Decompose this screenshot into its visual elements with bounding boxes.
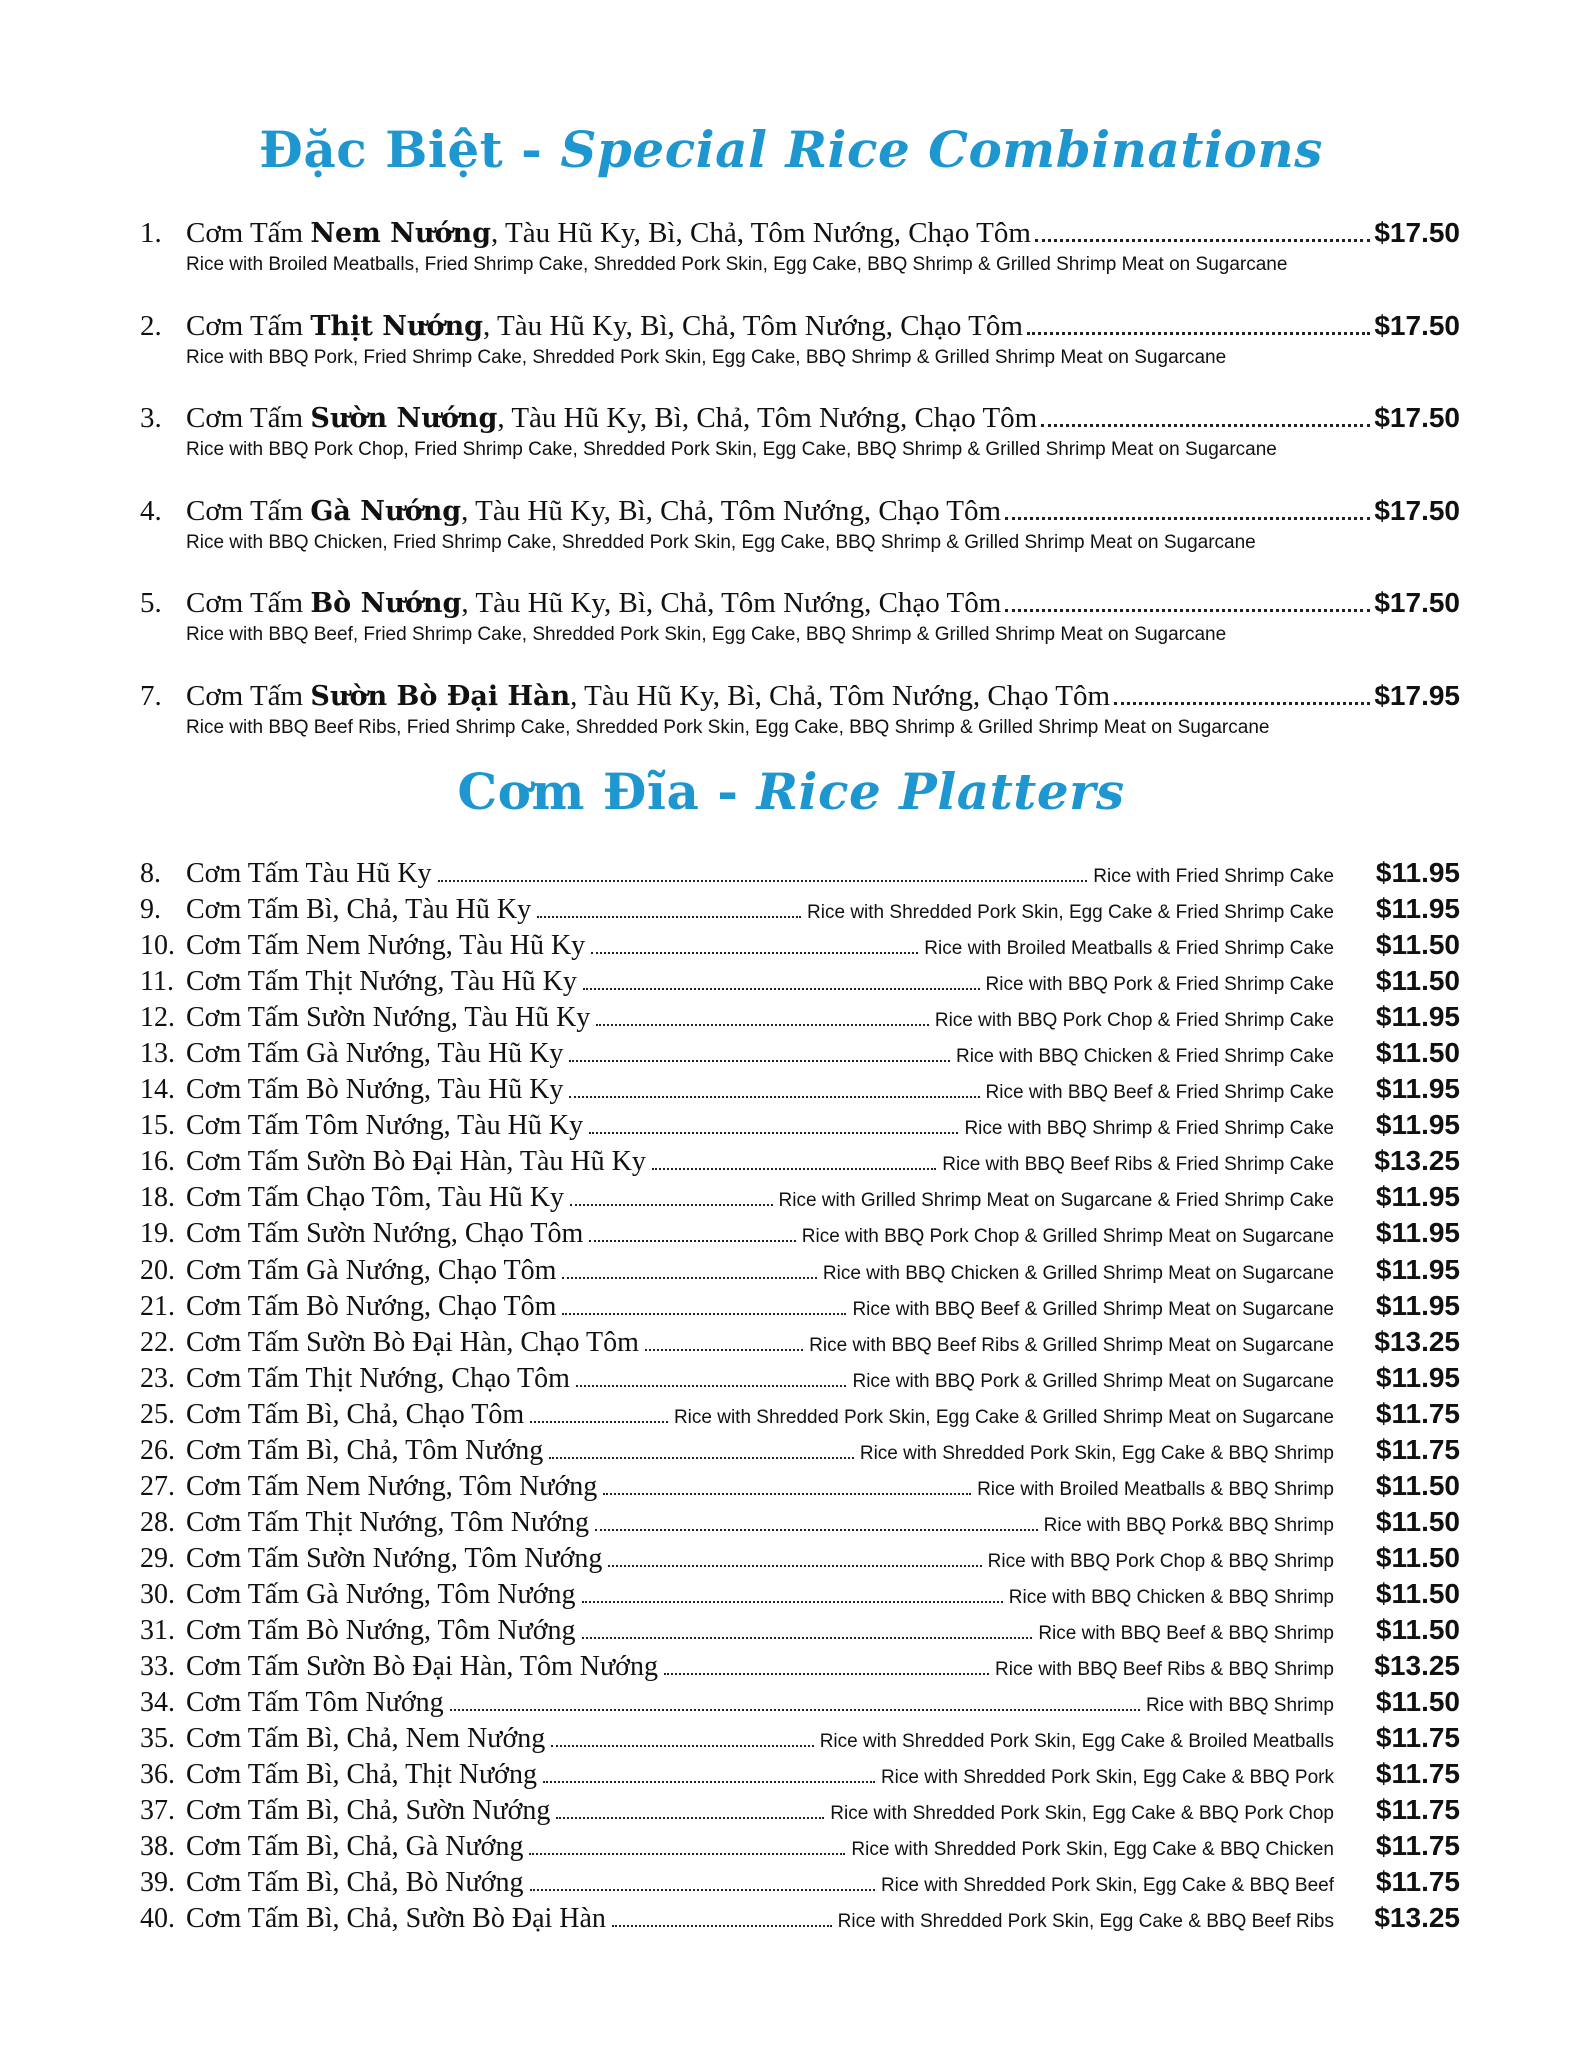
item-price: $11.50 (1375, 1541, 1460, 1573)
platter-item (140, 1360, 1460, 1396)
dot-leader (591, 952, 918, 954)
item-number: 37. (140, 1795, 175, 1827)
dot-leader (1027, 332, 1370, 335)
special-item (140, 493, 1460, 586)
special-heading-vietnamese: Đặc Biệt - (259, 120, 561, 179)
item-number: 19. (140, 1218, 175, 1250)
item-number: 39. (140, 1867, 175, 1899)
item-description: Rice with BBQ Beef & Grilled Shrimp Meat on Sugarcane (852, 1298, 1334, 1320)
dot-leader (543, 1781, 875, 1783)
item-number: 23. (140, 1362, 175, 1394)
item-number: 12. (140, 1002, 175, 1034)
platter-item (140, 891, 1460, 927)
item-price: $13.25 (1374, 1650, 1460, 1682)
item-description: Rice with BBQ Beef & Fried Shrimp Cake (985, 1082, 1334, 1104)
item-name: Cơm Tấm Bì, Chả, Tàu Hũ Ky (186, 894, 532, 926)
item-number: 40. (140, 1903, 175, 1935)
item-description: Rice with Broiled Meatballs & Fried Shrimp Cake (924, 938, 1334, 960)
item-number: 7. (140, 679, 162, 712)
dot-leader (529, 1853, 845, 1855)
item-description: Rice with BBQ Chicken, Fried Shrimp Cake, Shredded Pork Skin, Egg Cake, BBQ Shrimp & Grilled Shrimp Meat on Sugarcane (186, 531, 1256, 553)
item-name: Cơm Tấm Bì, Chả, Bò Nướng (186, 1867, 524, 1899)
dot-leader (595, 1529, 1038, 1531)
item-name: Cơm Tấm Bì, Chả, Sườn Nướng (186, 1795, 551, 1827)
item-price: $11.75 (1375, 1794, 1460, 1826)
item-price: $17.50 (1374, 494, 1460, 526)
item-price: $11.50 (1375, 1505, 1460, 1537)
dot-leader (652, 1168, 936, 1170)
special-item (140, 678, 1460, 771)
item-name (186, 215, 1031, 252)
item-description: Rice with BBQ Beef, Fried Shrimp Cake, Shredded Pork Skin, Egg Cake, BBQ Shrimp & Grilled Shrimp Meat on Sugarcane (186, 624, 1227, 646)
special-item-line (140, 400, 1460, 437)
item-description: Rice with Shredded Pork Skin, Egg Cake & BBQ Beef Ribs (837, 1911, 1334, 1933)
item-name: Cơm Tấm Gà Nướng, Tàu Hũ Ky (186, 1038, 564, 1070)
dot-leader (556, 1817, 824, 1819)
item-price: $11.95 (1375, 1253, 1460, 1285)
item-name: Cơm Tấm Thịt Nướng, Tôm Nướng (186, 1506, 590, 1538)
special-item-line (140, 678, 1460, 715)
item-description: Rice with Shredded Pork Skin, Egg Cake & BBQ Shrimp (859, 1442, 1334, 1464)
item-number: 22. (140, 1326, 175, 1358)
item-description: Rice with BBQ Pork Chop, Fried Shrimp Cake, Shredded Pork Skin, Egg Cake, BBQ Shrimp & Grilled Shrimp Meat on Sugarcane (186, 439, 1277, 461)
item-price: $11.95 (1375, 893, 1460, 925)
item-description: Rice with BBQ Beef Ribs & BBQ Shrimp (995, 1659, 1334, 1681)
item-number: 36. (140, 1759, 175, 1791)
platter-item (140, 1215, 1460, 1251)
item-price: $11.95 (1375, 1181, 1460, 1213)
item-name-prefix: Cơm Tấm (186, 402, 311, 435)
platter-item (140, 1612, 1460, 1648)
item-number: 8. (140, 858, 161, 889)
item-description: Rice with BBQ Beef Ribs, Fried Shrimp Cake, Shredded Pork Skin, Egg Cake, BBQ Shrimp & Grilled Shrimp Meat on Sugarcane (186, 716, 1270, 738)
item-number: 38. (140, 1831, 175, 1863)
item-name-prefix: Cơm Tấm (186, 587, 311, 620)
item-number: 10. (140, 930, 175, 962)
item-name: Cơm Tấm Bì, Chả, Nem Nướng (186, 1723, 546, 1755)
item-name: Cơm Tấm Thịt Nướng, Chạo Tôm (186, 1362, 570, 1394)
item-name-rest: , Tàu Hũ Ky, Bì, Chả, Tôm Nướng, Chạo Tôm (483, 309, 1023, 342)
item-price: $11.50 (1375, 1613, 1460, 1645)
item-number: 5. (140, 587, 162, 620)
platter-item (140, 1720, 1460, 1756)
item-name: Cơm Tấm Sườn Bò Đại Hàn, Chạo Tôm (186, 1326, 639, 1358)
item-number: 18. (140, 1182, 175, 1214)
item-number: 9. (140, 894, 161, 926)
special-item-line (140, 215, 1460, 252)
platter-item (140, 1828, 1460, 1864)
item-description: Rice with Broiled Meatballs, Fried Shrimp Cake, Shredded Pork Skin, Egg Cake, BBQ Shrimp & Grilled Shrimp Meat on Sugarcane (186, 254, 1288, 275)
item-name: Cơm Tấm Bì, Chả, Chạo Tôm (186, 1398, 525, 1430)
item-description: Rice with BBQ Pork Chop & BBQ Shrimp (987, 1550, 1334, 1572)
dot-leader (562, 1313, 846, 1315)
item-price: $11.50 (1375, 1037, 1460, 1069)
item-price: $11.75 (1375, 1830, 1460, 1862)
item-description: Rice with BBQ Pork & Grilled Shrimp Meat on Sugarcane (852, 1370, 1334, 1392)
item-name-highlight: Gà Nướng (310, 495, 462, 527)
platter-item (140, 1071, 1460, 1107)
item-name (186, 400, 1037, 437)
item-name: Cơm Tấm Bò Nướng, Chạo Tôm (186, 1290, 557, 1322)
item-description: Rice with BBQ Pork Chop & Grilled Shrimp Meat on Sugarcane (801, 1226, 1334, 1248)
dot-leader (589, 1240, 795, 1242)
platter-item (140, 1179, 1460, 1215)
dot-leader (1035, 239, 1370, 242)
item-name-highlight: Sườn Bò Đại Hàn (310, 680, 571, 712)
dot-leader (596, 1024, 929, 1026)
item-price: $11.75 (1375, 1433, 1460, 1465)
item-name-prefix: Cơm Tấm (186, 494, 311, 527)
item-price: $17.50 (1374, 217, 1460, 248)
item-description: Rice with BBQ Chicken & BBQ Shrimp (1008, 1586, 1334, 1608)
item-name: Cơm Tấm Gà Nướng, Chạo Tôm (186, 1254, 557, 1286)
item-description: Rice with Shredded Pork Skin, Egg Cake & Broiled Meatballs (819, 1731, 1334, 1753)
item-description: Rice with BBQ Beef Ribs & Grilled Shrimp Meat on Sugarcane (809, 1334, 1334, 1356)
platter-item (140, 855, 1460, 891)
item-number: 15. (140, 1110, 175, 1142)
item-description: Rice with Shredded Pork Skin, Egg Cake & BBQ Pork Chop (830, 1803, 1334, 1825)
item-number: 29. (140, 1542, 175, 1574)
special-item (140, 585, 1460, 678)
special-item-line (140, 308, 1460, 345)
item-description: Rice with Shredded Pork Skin, Egg Cake & BBQ Chicken (851, 1839, 1334, 1861)
dot-leader (450, 1709, 1140, 1711)
item-price: $11.95 (1375, 1289, 1460, 1321)
item-name-highlight: Thịt Nướng (310, 310, 484, 342)
platter-item (140, 927, 1460, 963)
item-name: Cơm Tấm Thịt Nướng, Tàu Hũ Ky (186, 966, 577, 998)
special-combinations-list (140, 215, 1460, 771)
platter-item (140, 1576, 1460, 1612)
item-name-highlight: Bò Nướng (310, 588, 462, 620)
item-name: Cơm Tấm Sườn Nướng, Tôm Nướng (186, 1542, 603, 1574)
item-name: Cơm Tấm Bì, Chả, Gà Nướng (186, 1831, 524, 1863)
platter-item (140, 1107, 1460, 1143)
item-name: Cơm Tấm Bò Nướng, Tàu Hũ Ky (186, 1074, 564, 1106)
dot-leader (582, 1601, 1003, 1603)
item-number: 20. (140, 1254, 175, 1286)
item-name-rest: , Tàu Hũ Ky, Bì, Chả, Tôm Nướng, Chạo Tôm (570, 679, 1111, 712)
dot-leader (1114, 702, 1370, 705)
platter-item (140, 1540, 1460, 1576)
item-price: $17.50 (1374, 587, 1460, 619)
item-name: Cơm Tấm Tàu Hũ Ky (186, 858, 432, 889)
item-price: $11.50 (1375, 929, 1460, 961)
item-price: $11.75 (1375, 1397, 1460, 1429)
platter-item (140, 1792, 1460, 1828)
item-price: $11.95 (1375, 857, 1460, 888)
item-description: Rice with BBQ Shrimp & Fried Shrimp Cake (964, 1118, 1334, 1140)
platter-item (140, 1288, 1460, 1324)
item-name: Cơm Tấm Bì, Chả, Tôm Nướng (186, 1434, 544, 1466)
item-name: Cơm Tấm Bì, Chả, Thịt Nướng (186, 1759, 537, 1791)
item-number: 2. (140, 309, 162, 342)
item-number: 31. (140, 1614, 175, 1646)
item-description: Rice with BBQ Pork Chop & Fried Shrimp Cake (934, 1010, 1334, 1032)
platter-item (140, 1252, 1460, 1288)
dot-leader (551, 1745, 813, 1747)
item-number: 34. (140, 1687, 175, 1719)
item-name: Cơm Tấm Sườn Nướng, Tàu Hũ Ky (186, 1002, 591, 1034)
item-price: $11.95 (1375, 1361, 1460, 1393)
item-price: $11.95 (1375, 1001, 1460, 1033)
item-price: $11.95 (1375, 1073, 1460, 1105)
special-item (140, 215, 1460, 308)
item-number: 35. (140, 1723, 175, 1755)
item-number: 14. (140, 1074, 175, 1106)
platter-item (140, 1648, 1460, 1684)
rice-platters-heading (0, 762, 1582, 821)
item-description: Rice with BBQ Pork, Fried Shrimp Cake, Shredded Pork Skin, Egg Cake, BBQ Shrimp & Grilled Shrimp Meat on Sugarcane (186, 346, 1227, 368)
item-number: 27. (140, 1470, 175, 1502)
dot-leader (583, 988, 980, 990)
item-description: Rice with Shredded Pork Skin, Egg Cake & Grilled Shrimp Meat on Sugarcane (673, 1406, 1334, 1428)
platter-item (140, 999, 1460, 1035)
item-name: Cơm Tấm Nem Nướng, Tôm Nướng (186, 1470, 598, 1502)
platters-heading-vietnamese: Cơm Đĩa - (457, 762, 757, 821)
dot-leader (612, 1925, 832, 1927)
item-price: $11.75 (1375, 1758, 1460, 1790)
dot-leader (645, 1349, 803, 1351)
item-name: Cơm Tấm Bì, Chả, Sườn Bò Đại Hàn (186, 1903, 606, 1935)
item-name (186, 585, 1001, 622)
item-price: $11.50 (1375, 1469, 1460, 1501)
platter-item (140, 1864, 1460, 1900)
item-name-highlight: Sườn Nướng (310, 403, 498, 435)
item-number: 1. (140, 217, 162, 249)
item-name-prefix: Cơm Tấm (186, 679, 311, 712)
item-number: 16. (140, 1146, 175, 1178)
item-name: Cơm Tấm Nem Nướng, Tàu Hũ Ky (186, 930, 586, 962)
item-name-rest: , Tàu Hũ Ky, Bì, Chả, Tôm Nướng, Chạo Tôm (461, 587, 1002, 620)
item-description: Rice with BBQ Pork & Fried Shrimp Cake (985, 974, 1334, 996)
dot-leader (582, 1637, 1033, 1639)
platter-item (140, 963, 1460, 999)
platter-item (140, 1432, 1460, 1468)
dot-leader (603, 1493, 971, 1495)
item-name: Cơm Tấm Gà Nướng, Tôm Nướng (186, 1578, 576, 1610)
item-number: 3. (140, 402, 162, 435)
dot-leader (562, 1277, 816, 1279)
dot-leader (537, 916, 801, 918)
item-number: 30. (140, 1578, 175, 1610)
platter-item (140, 1324, 1460, 1360)
item-name: Cơm Tấm Bò Nướng, Tôm Nướng (186, 1614, 576, 1646)
item-number: 25. (140, 1398, 175, 1430)
platter-item (140, 1756, 1460, 1792)
special-item-line (140, 493, 1460, 530)
item-description: Rice with Shredded Pork Skin, Egg Cake & Fried Shrimp Cake (807, 902, 1334, 924)
item-name: Cơm Tấm Sườn Nướng, Chạo Tôm (186, 1218, 584, 1250)
item-name (186, 678, 1110, 715)
item-name: Cơm Tấm Tôm Nướng, Tàu Hũ Ky (186, 1110, 584, 1142)
special-item-line (140, 585, 1460, 622)
item-price: $11.50 (1375, 965, 1460, 997)
item-name-rest: , Tàu Hũ Ky, Bì, Chả, Tôm Nướng, Chạo Tôm (491, 217, 1031, 249)
item-description: Rice with Shredded Pork Skin, Egg Cake & BBQ Beef (880, 1875, 1334, 1897)
platter-item (140, 1035, 1460, 1071)
item-name (186, 493, 1001, 530)
item-name (186, 308, 1023, 345)
platter-item (140, 1504, 1460, 1540)
item-number: 33. (140, 1651, 175, 1683)
item-name: Cơm Tấm Tôm Nướng (186, 1687, 444, 1719)
item-price: $17.50 (1374, 309, 1460, 341)
item-price: $11.75 (1375, 1866, 1460, 1898)
item-number: 11. (140, 966, 174, 998)
item-number: 26. (140, 1434, 175, 1466)
dot-leader (589, 1132, 958, 1134)
item-number: 21. (140, 1290, 175, 1322)
item-name: Cơm Tấm Chạo Tôm, Tàu Hũ Ky (186, 1182, 565, 1214)
item-price: $13.25 (1374, 1145, 1460, 1177)
item-name-rest: , Tàu Hũ Ky, Bì, Chả, Tôm Nướng, Chạo Tôm (497, 402, 1038, 435)
platter-item (140, 1684, 1460, 1720)
item-price: $13.25 (1374, 1902, 1460, 1934)
platters-heading-english: Rice Platters (756, 762, 1125, 821)
item-price: $11.95 (1375, 1217, 1460, 1249)
item-price: $11.50 (1375, 1686, 1460, 1718)
dot-leader (530, 1421, 668, 1423)
item-description: Rice with Broiled Meatballs & BBQ Shrimp (977, 1478, 1334, 1500)
dot-leader (1005, 609, 1370, 612)
item-price: $13.25 (1374, 1325, 1460, 1357)
dot-leader (438, 880, 1088, 882)
platter-item (140, 1396, 1460, 1432)
item-number: 13. (140, 1038, 175, 1070)
item-price: $11.95 (1375, 1109, 1460, 1141)
item-description: Rice with Shredded Pork Skin, Egg Cake & BBQ Pork (880, 1767, 1334, 1789)
item-number: 28. (140, 1506, 175, 1538)
item-name-prefix: Cơm Tấm (186, 217, 311, 249)
item-name-highlight: Nem Nướng (310, 218, 492, 249)
dot-leader (570, 1204, 773, 1206)
special-item (140, 308, 1460, 401)
item-number: 4. (140, 494, 162, 527)
dot-leader (530, 1889, 875, 1891)
dot-leader (549, 1457, 854, 1459)
item-description: Rice with Fried Shrimp Cake (1093, 866, 1334, 887)
dot-leader (576, 1385, 847, 1387)
dot-leader (608, 1565, 981, 1567)
item-description: Rice with BBQ Beef & BBQ Shrimp (1038, 1622, 1334, 1644)
item-price: $17.95 (1374, 679, 1460, 711)
item-description: Rice with Grilled Shrimp Meat on Sugarcane & Fried Shrimp Cake (778, 1190, 1334, 1212)
item-description: Rice with BBQ Beef Ribs & Fried Shrimp Cake (942, 1154, 1334, 1176)
special-item (140, 400, 1460, 493)
dot-leader (1005, 517, 1370, 520)
special-heading-english: Special Rice Combinations (560, 120, 1323, 179)
dot-leader (1041, 424, 1370, 427)
item-price: $11.75 (1375, 1722, 1460, 1754)
dot-leader (664, 1673, 989, 1675)
item-description: Rice with BBQ Pork& BBQ Shrimp (1043, 1514, 1334, 1536)
item-price: $17.50 (1374, 402, 1460, 434)
platter-item (140, 1143, 1460, 1179)
item-name: Cơm Tấm Sườn Bò Đại Hàn, Tôm Nướng (186, 1651, 658, 1683)
platter-item (140, 1468, 1460, 1504)
item-description: Rice with BBQ Chicken & Fried Shrimp Cake (955, 1046, 1334, 1068)
item-name-rest: , Tàu Hũ Ky, Bì, Chả, Tôm Nướng, Chạo Tôm (461, 494, 1002, 527)
item-description: Rice with BBQ Chicken & Grilled Shrimp Meat on Sugarcane (822, 1262, 1334, 1284)
item-name-prefix: Cơm Tấm (186, 309, 311, 342)
item-price: $11.50 (1375, 1577, 1460, 1609)
special-combinations-heading (0, 120, 1582, 179)
rice-platters-list (140, 855, 1460, 1936)
dot-leader (569, 1060, 950, 1062)
dot-leader (569, 1096, 979, 1098)
platter-item (140, 1900, 1460, 1936)
item-description: Rice with BBQ Shrimp (1146, 1695, 1334, 1717)
item-name: Cơm Tấm Sườn Bò Đại Hàn, Tàu Hũ Ky (186, 1146, 646, 1178)
